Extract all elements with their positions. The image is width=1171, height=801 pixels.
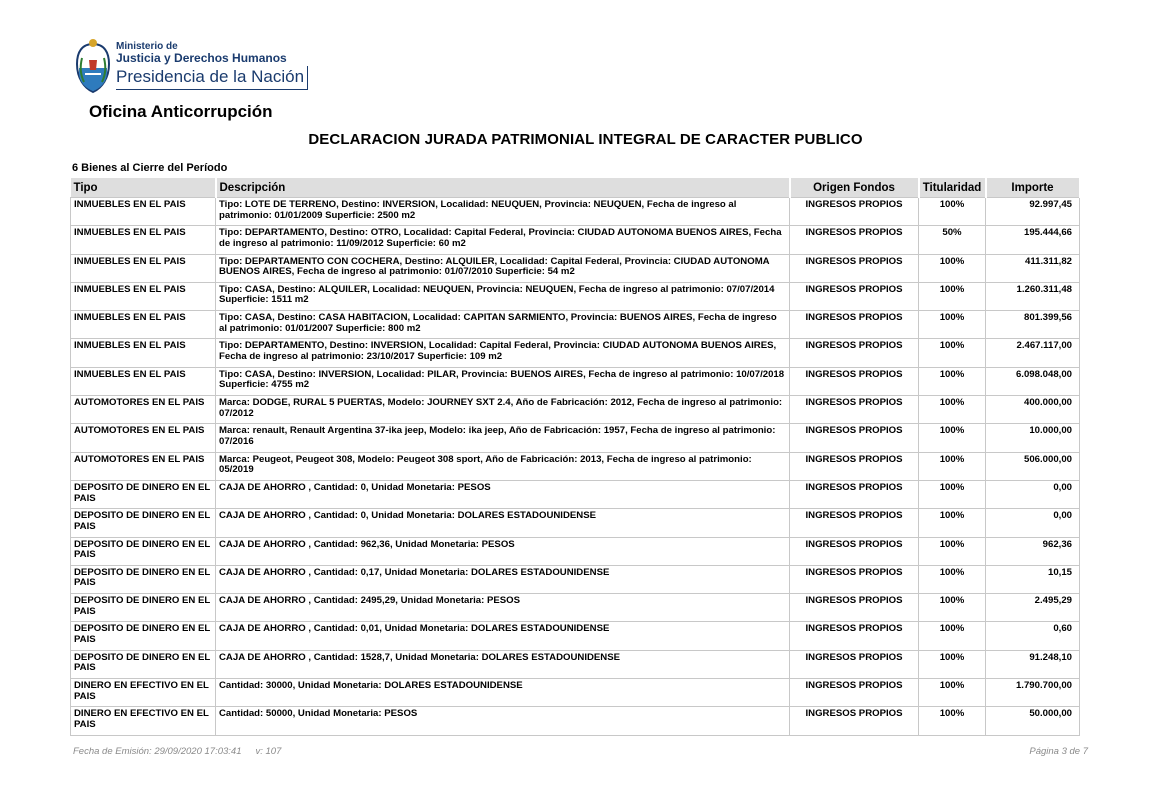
coat-of-arms-icon bbox=[74, 38, 112, 96]
table-row bbox=[71, 452, 1080, 480]
cell-importe: 400.000,00 bbox=[986, 396, 1080, 424]
cell-origen: INGRESOS PROPIOS bbox=[790, 537, 919, 565]
cell-titularidad: 100% bbox=[919, 254, 986, 282]
cell-importe: 2.495,29 bbox=[986, 594, 1080, 622]
cell-titularidad: 100% bbox=[919, 594, 986, 622]
cell-titularidad: 100% bbox=[919, 198, 986, 226]
table-row bbox=[71, 650, 1080, 678]
cell-descripcion: Marca: DODGE, RURAL 5 PUERTAS, Modelo: JOURNEY SXT 2.4, Año de Fabricación: 2012, Fecha de ingreso al patrimonio: 07/2012 bbox=[216, 396, 790, 424]
cell-titularidad: 100% bbox=[919, 565, 986, 593]
emission-date: Fecha de Emisión: 29/09/2020 17:03:41 bbox=[73, 746, 242, 757]
cell-titularidad: 100% bbox=[919, 650, 986, 678]
cell-tipo: INMUEBLES EN EL PAIS bbox=[71, 282, 216, 310]
column-header-titularidad: Titularidad bbox=[919, 178, 986, 198]
cell-importe: 195.444,66 bbox=[986, 226, 1080, 254]
cell-tipo: DEPOSITO DE DINERO EN EL PAIS bbox=[71, 622, 216, 650]
cell-origen: INGRESOS PROPIOS bbox=[790, 226, 919, 254]
cell-importe: 91.248,10 bbox=[986, 650, 1080, 678]
table-row bbox=[71, 509, 1080, 537]
table-row bbox=[71, 339, 1080, 367]
cell-titularidad: 50% bbox=[919, 226, 986, 254]
cell-importe: 92.997,45 bbox=[986, 198, 1080, 226]
cell-tipo: DEPOSITO DE DINERO EN EL PAIS bbox=[71, 537, 216, 565]
table-row bbox=[71, 622, 1080, 650]
cell-importe: 10,15 bbox=[986, 565, 1080, 593]
cell-descripcion: CAJA DE AHORRO , Cantidad: 0,01, Unidad Monetaria: DOLARES ESTADOUNIDENSE bbox=[216, 622, 790, 650]
cell-titularidad: 100% bbox=[919, 311, 986, 339]
table-row bbox=[71, 594, 1080, 622]
cell-importe: 0,00 bbox=[986, 509, 1080, 537]
cell-descripcion: Cantidad: 30000, Unidad Monetaria: DOLARES ESTADOUNIDENSE bbox=[216, 679, 790, 707]
cell-importe: 2.467.117,00 bbox=[986, 339, 1080, 367]
cell-tipo: INMUEBLES EN EL PAIS bbox=[71, 198, 216, 226]
cell-origen: INGRESOS PROPIOS bbox=[790, 509, 919, 537]
cell-importe: 1.790.700,00 bbox=[986, 679, 1080, 707]
cell-importe: 506.000,00 bbox=[986, 452, 1080, 480]
cell-titularidad: 100% bbox=[919, 396, 986, 424]
column-header-tipo: Tipo bbox=[71, 178, 216, 198]
ministry-name bbox=[116, 41, 308, 90]
cell-descripcion: Tipo: DEPARTAMENTO, Destino: OTRO, Localidad: Capital Federal, Provincia: CIUDAD AUTONOMA BUENOS AIRES, Fecha de ingreso al patrimonio: 11/09/2012 Superficie: 60 m2 bbox=[216, 226, 790, 254]
cell-tipo: DEPOSITO DE DINERO EN EL PAIS bbox=[71, 480, 216, 508]
presidency-label: Presidencia de la Nación bbox=[116, 66, 308, 90]
cell-importe: 411.311,82 bbox=[986, 254, 1080, 282]
cell-tipo: DEPOSITO DE DINERO EN EL PAIS bbox=[71, 509, 216, 537]
cell-origen: INGRESOS PROPIOS bbox=[790, 282, 919, 310]
table-row bbox=[71, 679, 1080, 707]
table-row bbox=[71, 565, 1080, 593]
cell-descripcion: Tipo: DEPARTAMENTO CON COCHERA, Destino: ALQUILER, Localidad: Capital Federal, Provincia: CIUDAD AUTONOMA BUENOS AIRES, Fecha de ingreso al patrimonio: 01/07/2010 Superficie: 54 m2 bbox=[216, 254, 790, 282]
table-row bbox=[71, 396, 1080, 424]
cell-titularidad: 100% bbox=[919, 480, 986, 508]
table-row bbox=[71, 254, 1080, 282]
cell-tipo: DEPOSITO DE DINERO EN EL PAIS bbox=[71, 650, 216, 678]
table-row bbox=[71, 367, 1080, 395]
table-row bbox=[71, 707, 1080, 735]
table-row bbox=[71, 282, 1080, 310]
cell-origen: INGRESOS PROPIOS bbox=[790, 480, 919, 508]
cell-descripcion: Tipo: CASA, Destino: CASA HABITACION, Localidad: CAPITAN SARMIENTO, Provincia: BUENOS AIRES, Fecha de ingreso al patrimonio: 01/01/2007 Superficie: 800 m2 bbox=[216, 311, 790, 339]
cell-origen: INGRESOS PROPIOS bbox=[790, 254, 919, 282]
cell-tipo: DEPOSITO DE DINERO EN EL PAIS bbox=[71, 594, 216, 622]
cell-origen: INGRESOS PROPIOS bbox=[790, 367, 919, 395]
cell-descripcion: Tipo: CASA, Destino: INVERSION, Localidad: PILAR, Provincia: BUENOS AIRES, Fecha de ingreso al patrimonio: 10/07/2018 Superficie: 4755 m2 bbox=[216, 367, 790, 395]
cell-titularidad: 100% bbox=[919, 282, 986, 310]
cell-descripcion: CAJA DE AHORRO , Cantidad: 2495,29, Unidad Monetaria: PESOS bbox=[216, 594, 790, 622]
table-row bbox=[71, 424, 1080, 452]
cell-tipo: AUTOMOTORES EN EL PAIS bbox=[71, 452, 216, 480]
cell-origen: INGRESOS PROPIOS bbox=[790, 452, 919, 480]
assets-table bbox=[70, 178, 1081, 736]
cell-titularidad: 100% bbox=[919, 509, 986, 537]
cell-tipo: INMUEBLES EN EL PAIS bbox=[71, 311, 216, 339]
cell-importe: 0,00 bbox=[986, 480, 1080, 508]
cell-origen: INGRESOS PROPIOS bbox=[790, 311, 919, 339]
cell-origen: INGRESOS PROPIOS bbox=[790, 339, 919, 367]
cell-titularidad: 100% bbox=[919, 707, 986, 735]
cell-origen: INGRESOS PROPIOS bbox=[790, 198, 919, 226]
cell-titularidad: 100% bbox=[919, 537, 986, 565]
cell-descripcion: CAJA DE AHORRO , Cantidad: 0, Unidad Monetaria: PESOS bbox=[216, 480, 790, 508]
cell-importe: 10.000,00 bbox=[986, 424, 1080, 452]
cell-descripcion: Cantidad: 50000, Unidad Monetaria: PESOS bbox=[216, 707, 790, 735]
cell-tipo: INMUEBLES EN EL PAIS bbox=[71, 226, 216, 254]
ministry-line-1: Ministerio de bbox=[116, 41, 178, 52]
table-row bbox=[71, 480, 1080, 508]
cell-titularidad: 100% bbox=[919, 679, 986, 707]
ministry-logo bbox=[74, 38, 308, 96]
cell-descripcion: Tipo: LOTE DE TERRENO, Destino: INVERSION, Localidad: NEUQUEN, Provincia: NEUQUEN, Fecha de ingreso al patrimonio: 01/01/2009 Superficie: 2500 m2 bbox=[216, 198, 790, 226]
cell-tipo: AUTOMOTORES EN EL PAIS bbox=[71, 424, 216, 452]
page-number: Página 3 de 7 bbox=[1029, 746, 1088, 757]
cell-titularidad: 100% bbox=[919, 367, 986, 395]
cell-origen: INGRESOS PROPIOS bbox=[790, 594, 919, 622]
table-row bbox=[71, 226, 1080, 254]
footer-emission bbox=[73, 746, 281, 757]
table-row bbox=[71, 311, 1080, 339]
cell-origen: INGRESOS PROPIOS bbox=[790, 650, 919, 678]
cell-tipo: DEPOSITO DE DINERO EN EL PAIS bbox=[71, 565, 216, 593]
cell-tipo: INMUEBLES EN EL PAIS bbox=[71, 254, 216, 282]
section-title: 6 Bienes al Cierre del Período bbox=[72, 162, 228, 174]
cell-origen: INGRESOS PROPIOS bbox=[790, 424, 919, 452]
cell-tipo: INMUEBLES EN EL PAIS bbox=[71, 367, 216, 395]
cell-descripcion: CAJA DE AHORRO , Cantidad: 0,17, Unidad Monetaria: DOLARES ESTADOUNIDENSE bbox=[216, 565, 790, 593]
cell-titularidad: 100% bbox=[919, 424, 986, 452]
cell-origen: INGRESOS PROPIOS bbox=[790, 679, 919, 707]
cell-tipo: INMUEBLES EN EL PAIS bbox=[71, 339, 216, 367]
column-header-descripcion: Descripción bbox=[216, 178, 790, 198]
column-header-importe: Importe bbox=[986, 178, 1080, 198]
cell-importe: 6.098.048,00 bbox=[986, 367, 1080, 395]
cell-descripcion: CAJA DE AHORRO , Cantidad: 962,36, Unidad Monetaria: PESOS bbox=[216, 537, 790, 565]
cell-descripcion: CAJA DE AHORRO , Cantidad: 1528,7, Unidad Monetaria: DOLARES ESTADOUNIDENSE bbox=[216, 650, 790, 678]
column-header-origen: Origen Fondos bbox=[790, 178, 919, 198]
cell-titularidad: 100% bbox=[919, 452, 986, 480]
cell-descripcion: CAJA DE AHORRO , Cantidad: 0, Unidad Monetaria: DOLARES ESTADOUNIDENSE bbox=[216, 509, 790, 537]
cell-importe: 801.399,56 bbox=[986, 311, 1080, 339]
cell-importe: 50.000,00 bbox=[986, 707, 1080, 735]
cell-tipo: DINERO EN EFECTIVO EN EL PAIS bbox=[71, 679, 216, 707]
cell-importe: 0,60 bbox=[986, 622, 1080, 650]
table-row bbox=[71, 537, 1080, 565]
cell-descripcion: Tipo: DEPARTAMENTO, Destino: INVERSION, Localidad: Capital Federal, Provincia: CIUDAD AUTONOMA BUENOS AIRES, Fecha de ingreso al patrimonio: 23/10/2017 Superficie: 109 m2 bbox=[216, 339, 790, 367]
cell-descripcion: Marca: Peugeot, Peugeot 308, Modelo: Peugeot 308 sport, Año de Fabricación: 2013, Fecha de ingreso al patrimonio: 05/2019 bbox=[216, 452, 790, 480]
cell-importe: 1.260.311,48 bbox=[986, 282, 1080, 310]
cell-origen: INGRESOS PROPIOS bbox=[790, 565, 919, 593]
cell-descripcion: Tipo: CASA, Destino: ALQUILER, Localidad: NEUQUEN, Provincia: NEUQUEN, Fecha de ingreso al patrimonio: 07/07/2014 Superficie: 1511 m2 bbox=[216, 282, 790, 310]
cell-origen: INGRESOS PROPIOS bbox=[790, 622, 919, 650]
ministry-line-2: Justicia y Derechos Humanos bbox=[116, 51, 287, 65]
cell-titularidad: 100% bbox=[919, 339, 986, 367]
table-header-row bbox=[71, 178, 1080, 198]
version-label: v: 107 bbox=[255, 746, 282, 757]
cell-importe: 962,36 bbox=[986, 537, 1080, 565]
cell-descripcion: Marca: renault, Renault Argentina 37-ika jeep, Modelo: ika jeep, Año de Fabricación: 1957, Fecha de ingreso al patrimonio: 07/2016 bbox=[216, 424, 790, 452]
cell-origen: INGRESOS PROPIOS bbox=[790, 396, 919, 424]
cell-origen: INGRESOS PROPIOS bbox=[790, 707, 919, 735]
table-row bbox=[71, 198, 1080, 226]
cell-tipo: DINERO EN EFECTIVO EN EL PAIS bbox=[71, 707, 216, 735]
office-name: Oficina Anticorrupción bbox=[89, 102, 273, 121]
document-title: DECLARACION JURADA PATRIMONIAL INTEGRAL DE CARACTER PUBLICO bbox=[308, 131, 863, 148]
cell-titularidad: 100% bbox=[919, 622, 986, 650]
cell-tipo: AUTOMOTORES EN EL PAIS bbox=[71, 396, 216, 424]
